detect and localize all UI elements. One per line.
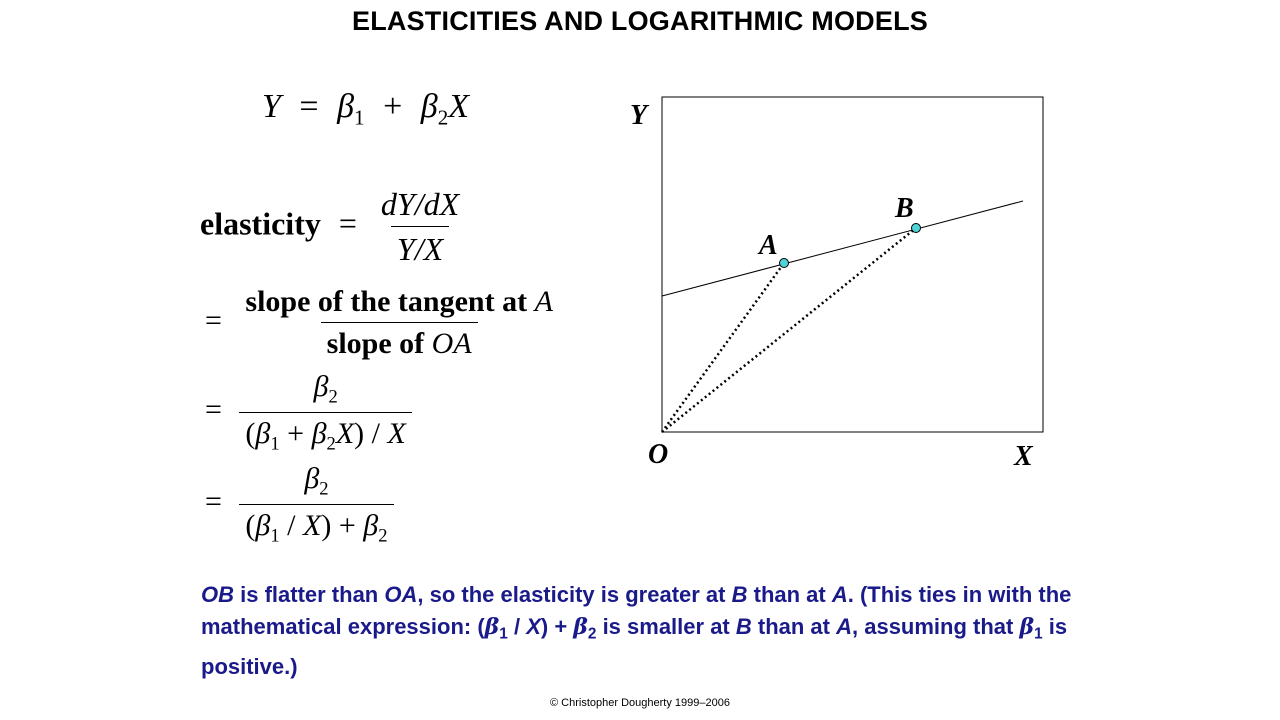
subscript: 2: [328, 386, 338, 408]
line-oa: [662, 263, 784, 432]
subscript: 2: [437, 105, 449, 130]
regression-line: [662, 201, 1023, 296]
slope-oa-text: slope of: [326, 327, 432, 360]
beta-symbol: β: [311, 416, 327, 450]
line-ob: [662, 228, 916, 432]
point-a: [780, 259, 789, 268]
beta-symbol: β: [255, 508, 271, 542]
slide-title: ELASTICITIES AND LOGARITHMIC MODELS: [352, 6, 928, 36]
plot-frame: [662, 97, 1043, 432]
point-b: [912, 224, 921, 233]
x-var: X: [387, 416, 406, 450]
copyright-footer: © Christopher Dougherty 1999–2006: [550, 697, 730, 709]
plus-sign: +: [338, 508, 356, 542]
beta-fraction-1: $\frac{\beta_2}{(\beta_1 + \beta_2X) / X}$: [239, 370, 411, 455]
elasticity-numerator: dY/dX: [380, 186, 460, 222]
x-var: X: [303, 508, 322, 542]
beta-symbol: β: [363, 508, 379, 542]
subscript: 1: [270, 433, 280, 454]
equals-sign: =: [205, 303, 222, 337]
equals-sign: =: [338, 205, 357, 242]
slope-tangent-text: slope of the tangent at: [245, 285, 535, 318]
equals-sign: =: [205, 485, 222, 519]
axis-y-label: Y: [630, 100, 648, 131]
elasticity-denominator: Y/X: [391, 226, 449, 268]
beta-fraction-2: $\frac{\beta_2}{(\beta_1 / X) + \beta_2}$: [239, 462, 393, 547]
model-lhs: Y: [262, 88, 281, 125]
subscript: 1: [354, 105, 365, 130]
oa-var: OA: [431, 327, 472, 360]
subscript: 2: [378, 525, 388, 546]
equals-sign: =: [299, 88, 319, 125]
explanation-text: OB is flatter than OA, so the elasticity is greater at B than at A. (This ties in with the mathematical expression: $(\beta_1 / X) + \beta_2$ is smaller at B than at A, assuming that $\beta_1$ is positive.): [201, 582, 1072, 679]
plus-sign: +: [383, 88, 403, 125]
beta-symbol: β: [420, 88, 438, 125]
beta-symbol: β: [313, 370, 329, 403]
origin-label: O: [648, 439, 669, 470]
point-a-var: A: [534, 285, 553, 318]
subscript: 2: [319, 478, 329, 500]
x-var: X: [335, 416, 355, 450]
model-x: X: [448, 88, 470, 125]
beta-symbol: β: [337, 88, 355, 125]
subscript: 2: [326, 433, 336, 454]
point-b-label: B: [895, 193, 914, 224]
axis-x-label: X: [1014, 441, 1033, 472]
subscript: 1: [270, 525, 280, 546]
plus-sign: +: [287, 416, 305, 450]
equals-sign: =: [205, 393, 222, 427]
point-a-label: A: [759, 230, 778, 261]
beta-symbol: β: [255, 416, 271, 450]
beta-symbol: β: [304, 462, 320, 495]
elasticity-word: elasticity: [200, 205, 321, 242]
